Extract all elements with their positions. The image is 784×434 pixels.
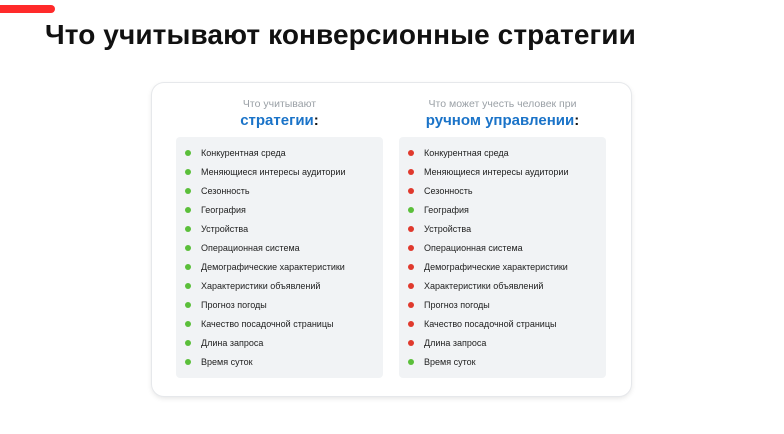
manual-factor-list	[399, 137, 606, 378]
list-item	[399, 162, 606, 181]
list-item-label: Конкурентная среда	[201, 147, 286, 158]
green-dot-icon	[185, 321, 191, 327]
list-item	[399, 333, 606, 352]
list-item	[399, 352, 606, 371]
list-item	[399, 238, 606, 257]
strategies-column-title-text: стратегии	[240, 112, 314, 129]
green-dot-icon	[185, 302, 191, 308]
accent-bar	[0, 5, 55, 13]
manual-column-subtitle: Что может учесть человек при	[428, 98, 577, 110]
list-item	[399, 181, 606, 200]
red-dot-icon	[408, 283, 414, 289]
green-dot-icon	[185, 150, 191, 156]
list-item-label: Устройства	[201, 223, 249, 234]
list-item	[176, 143, 383, 162]
list-item-label: География	[424, 204, 469, 215]
green-dot-icon	[185, 169, 191, 175]
list-item-label: Прогноз погоды	[201, 299, 267, 310]
red-dot-icon	[408, 226, 414, 232]
list-item-label: Время суток	[424, 356, 476, 367]
list-item	[399, 257, 606, 276]
red-dot-icon	[408, 245, 414, 251]
list-item	[176, 314, 383, 333]
list-item-label: Качество посадочной страницы	[424, 318, 557, 329]
green-dot-icon	[185, 226, 191, 232]
list-item	[176, 295, 383, 314]
red-dot-icon	[408, 188, 414, 194]
list-item-label: Длина запроса	[424, 337, 487, 348]
strategies-column-subtitle: Что учитывают	[242, 98, 317, 110]
strategies-column-header	[176, 83, 383, 137]
list-item	[399, 314, 606, 333]
strategies-column-title	[176, 111, 383, 130]
list-item	[399, 295, 606, 314]
green-dot-icon	[408, 207, 414, 213]
green-dot-icon	[408, 359, 414, 365]
list-item	[399, 143, 606, 162]
list-item	[176, 181, 383, 200]
list-item	[176, 238, 383, 257]
list-item-label: Устройства	[424, 223, 472, 234]
list-item-label: Время суток	[201, 356, 253, 367]
list-item-label: Сезонность	[201, 185, 250, 196]
red-dot-icon	[408, 150, 414, 156]
list-item	[176, 257, 383, 276]
strategies-column	[176, 83, 383, 378]
green-dot-icon	[185, 207, 191, 213]
red-dot-icon	[408, 169, 414, 175]
green-dot-icon	[185, 283, 191, 289]
green-dot-icon	[185, 340, 191, 346]
list-item	[176, 352, 383, 371]
list-item-label: Сезонность	[424, 185, 473, 196]
list-item-label: Характеристики объявлений	[424, 280, 544, 291]
list-item-label: Прогноз погоды	[424, 299, 490, 310]
list-item	[399, 219, 606, 238]
list-item	[176, 219, 383, 238]
red-dot-icon	[408, 340, 414, 346]
list-item-label: Длина запроса	[201, 337, 264, 348]
green-dot-icon	[185, 245, 191, 251]
list-item-label: География	[201, 204, 246, 215]
manual-column-title	[399, 111, 606, 130]
manual-column	[399, 83, 606, 378]
list-item	[176, 162, 383, 181]
list-item-label: Меняющиеся интересы аудитории	[201, 166, 346, 177]
comparison-card	[152, 83, 631, 396]
manual-column-title-colon: :	[574, 112, 580, 129]
green-dot-icon	[185, 188, 191, 194]
slide-title: Что учитывают конверсионные стратегии	[45, 19, 636, 50]
list-item-label: Конкурентная среда	[424, 147, 509, 158]
strategies-column-title-colon: :	[313, 112, 319, 129]
red-dot-icon	[408, 264, 414, 270]
list-item	[176, 276, 383, 295]
list-item	[176, 200, 383, 219]
list-item-label: Характеристики объявлений	[201, 280, 321, 291]
list-item	[176, 333, 383, 352]
red-dot-icon	[408, 302, 414, 308]
list-item-label: Операционная система	[201, 242, 300, 253]
green-dot-icon	[185, 264, 191, 270]
list-item-label: Демографические характеристики	[424, 261, 568, 272]
red-dot-icon	[408, 321, 414, 327]
strategies-factor-list	[176, 137, 383, 378]
manual-column-title-text: ручном управлении	[425, 112, 575, 129]
list-item-label: Демографические характеристики	[201, 261, 345, 272]
list-item-label: Качество посадочной страницы	[201, 318, 334, 329]
list-item	[399, 200, 606, 219]
list-item-label: Меняющиеся интересы аудитории	[424, 166, 569, 177]
green-dot-icon	[185, 359, 191, 365]
list-item	[399, 276, 606, 295]
manual-column-header	[399, 83, 606, 137]
list-item-label: Операционная система	[424, 242, 523, 253]
